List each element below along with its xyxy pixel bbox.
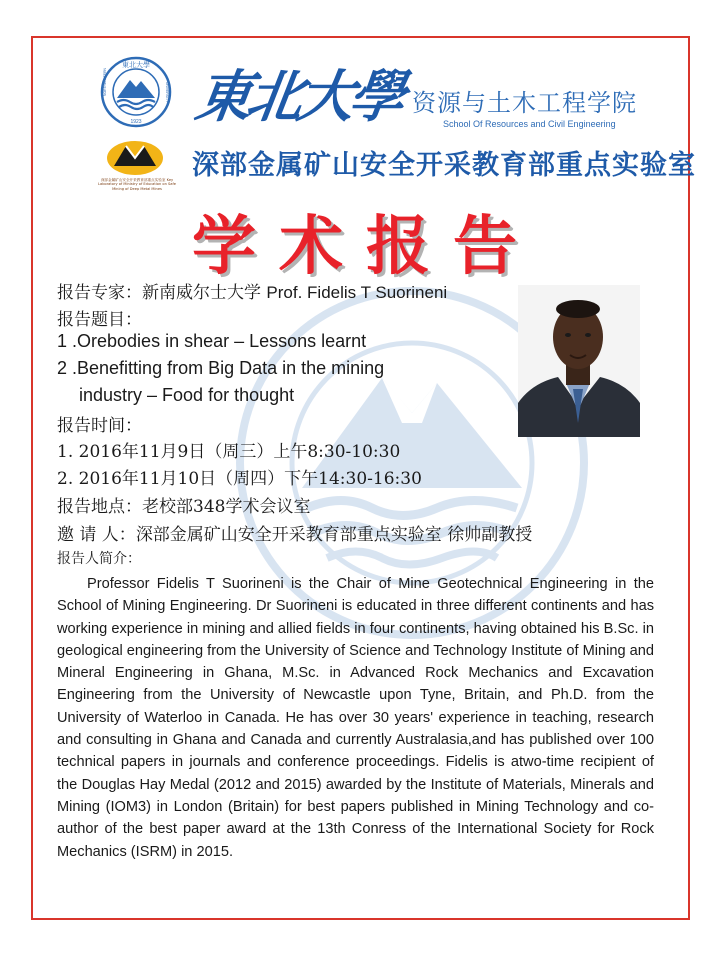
seal-english-name: NORTHEASTERN: [103, 67, 107, 96]
time-1-slot: 上午8:30-10:30: [273, 442, 401, 462]
lab-name: 深部金属矿山安全开采教育部重点实验室: [192, 150, 696, 181]
inviter-label: 邀 请 人：: [57, 525, 136, 545]
topic-1-title: Orebodies in shear – Lessons learnt: [77, 331, 367, 351]
venue-row: [57, 492, 310, 517]
bio-label: 报告人简介：: [57, 551, 141, 567]
seal-english-name-right: UNIVERSITY: [165, 82, 169, 103]
school-name-english: School Of Resources and Civil Engineering: [443, 119, 616, 129]
speaker-name: Prof. Fidelis T Suorineni: [266, 283, 448, 302]
time-2: [57, 464, 422, 489]
topic-2-number: 2 .: [57, 358, 78, 378]
topic-1-number: 1 .: [57, 331, 78, 351]
topic-2-title-line1: Benefitting from Big Data in the mining: [77, 358, 385, 378]
speaker-affiliation: 新南威尔士大学: [142, 283, 261, 303]
time-2-date: 2. 2016年11月10日（周四）: [57, 469, 285, 489]
speaker-label: 报告专家：: [57, 283, 142, 303]
lab-logo-caption: 深部金属矿山安全开采教育部重点实验室 Key Laboratory of Ministry of Education on Safe Mining of Deep Metal Mines: [98, 178, 176, 191]
speaker-biography: Professor Fidelis T Suorineni is the Chair of Mine Geotechnical Engineering in the School of Mining Engineering. Dr Suorineni is educated in three different continents and has working experience in mining and allied fields in four continents, having obtained his B.Sc. in geological engineering from the University of Science and Technology Institute of Mining and Mineral Engineering in Ghana, M.Sc. in Advanced Rock Mechanics and Excavation Engineering from the University of Newcastle upon Tyne, Britain, and Ph.D. from the University of Waterloo in Canada. He has over 30 years' experience in teaching, research and consulting in Ghana and Canada and currently Australasia,and has published over 100 technical papers in journals and conference proceedings. Fidelis is atwo-time recipient of the Douglas Hay Medal (2012 and 2015) awarded by the Institute of Materials, Minerals and Mining (IOM3) in London (Britain) for best papers published in Mining Technology and co-author of the best paper award at the 13th Conress of the International Society for Rock Mechanics (ISRM) in 2015.: [57, 576, 654, 860]
time-2-slot: 下午14:30-16:30: [284, 469, 422, 489]
inviter: 深部金属矿山安全开采教育部重点实验室 徐帅副教授: [135, 525, 533, 545]
seal-chinese-name: 東北大學: [122, 61, 150, 69]
topic-2-title-line2: industry – Food for thought: [79, 385, 295, 405]
school-name-chinese: 资源与土木工程学院: [412, 89, 637, 117]
venue: 老校部348学术会议室: [142, 497, 311, 517]
venue-label: 报告地点：: [57, 497, 142, 517]
banner-title: 学术报告: [192, 210, 540, 284]
topic-1: [57, 331, 366, 352]
university-calligraphy: 東北大學: [191, 64, 405, 130]
university-seal-logo: [100, 56, 172, 128]
speaker-row: [57, 278, 447, 303]
topic-label: 报告题目：: [57, 310, 142, 330]
inviter-row: [57, 520, 532, 545]
speaker-photo: [518, 285, 640, 437]
time-label: 报告时间：: [57, 416, 142, 436]
seal-year: 1923: [130, 119, 142, 125]
topic-2: [57, 358, 384, 379]
time-1-date: 1. 2016年11月9日（周三）: [57, 442, 274, 462]
time-1: [57, 437, 400, 462]
